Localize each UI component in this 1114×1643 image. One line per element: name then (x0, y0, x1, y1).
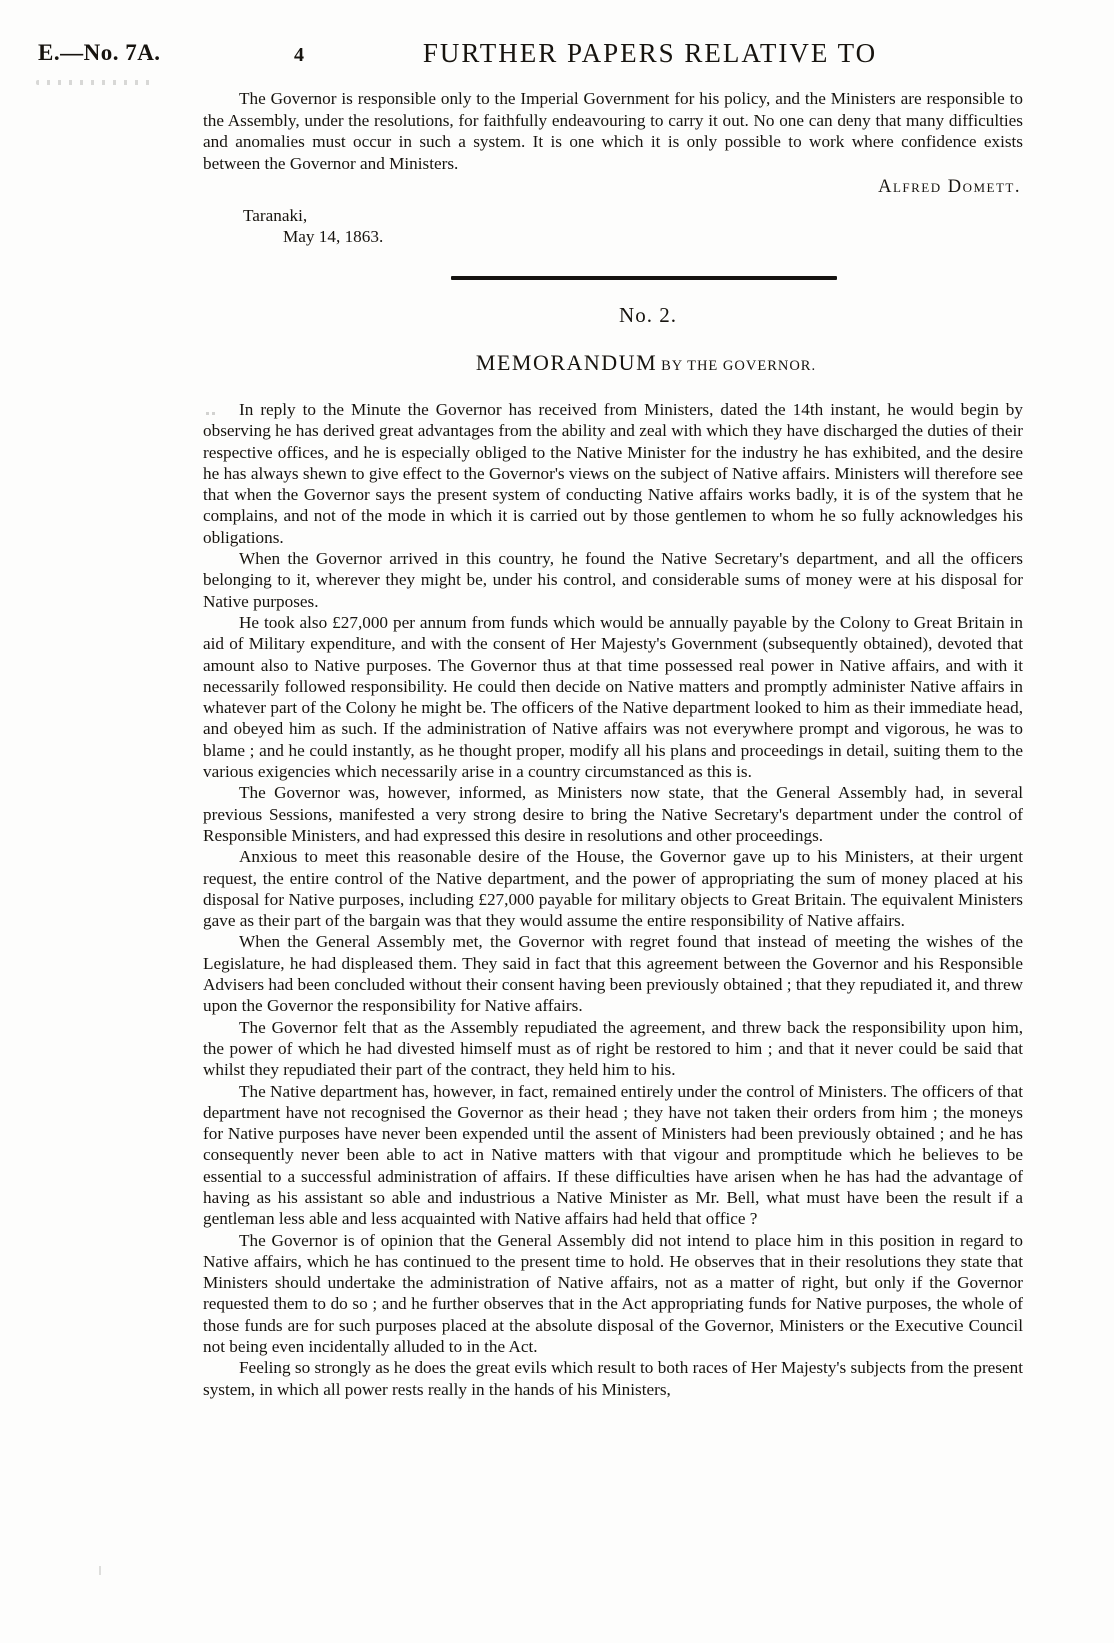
letter-closing-block (203, 88, 1023, 248)
letter-paragraph: The Governor is responsible only to the Imperial Government for his policy, and the Ministers are responsible to the Assembly, under the resolutions, for faithfully endeavouring to carry it out. No one can deny that many difficulties and anomalies must occur in such a system. It is one which it is only possible to work where confidence exists between the Governor and Ministers. (203, 89, 1023, 173)
section-divider-rule (451, 276, 837, 280)
memo-paragraph: In reply to the Minute the Governor has received from Ministers, dated the 14th instant, he would begin by observing he has derived great advantages from the ability and zeal with which they have discharged the duties of their respective offices, and he is especially obliged to the Native Minister for the industry he has exhibited, and the desire he has always shewn to give effect to the Governor's views on the subject of Native affairs. Ministers will therefore see that when the Governor says the present system of conducting Native affairs works badly, it is of the system that he complains, and not of the mode in which it is carried out by those gentlemen to whom he so fully acknowledges his obligations. (203, 400, 1023, 547)
letter-date: May 14, 1863. (283, 227, 384, 246)
section-title-subtitle: BY THE GOVERNOR. (661, 358, 817, 374)
section-number: No. 2. (619, 303, 677, 327)
memo-paragraph: When the General Assembly met, the Governor with regret found that instead of meeting the wishes of the Legislature, he had displeased them. They said in fact that this agreement between the Governor and his Responsible Advisers had been concluded without their consent having been previously obtained ; that they repudiated it, and threw upon the Governor the responsibility for Native affairs. (203, 932, 1023, 1016)
letter-place: Taranaki, (243, 205, 308, 225)
memorandum-body (203, 399, 1023, 1629)
memo-paragraph: The Governor is of opinion that the General Assembly did not intend to place him in this position in regard to Native affairs, which he has continued to the present time to hold. He observes that in their resolutions they state that Ministers should undertake the administration of Native affairs, not as a matter of right, but only if the Governor requested them to do so ; and he further observes that in the Act appropriating funds for Native purposes, the whole of those funds are for such purposes placed at the absolute disposal of the Governor, Ministers or the Executive Council not being even incidentally alluded to in the Act. (203, 1230, 1023, 1357)
scan-speck (99, 1566, 101, 1575)
memo-paragraph: Feeling so strongly as he does the great evils which result to both races of Her Majesty's subjects from the present system, in which all power rests really in the hands of his Ministers, (203, 1358, 1023, 1399)
section-title-main: MEMORANDUM (475, 350, 658, 375)
scan-smudge (36, 80, 156, 85)
running-title: FURTHER PAPERS RELATIVE TO (422, 38, 878, 68)
document-reference: E.—No. 7A. (38, 40, 161, 65)
page-number: 4 (294, 44, 304, 66)
memo-paragraph: He took also £27,000 per annum from funds which would be annually payable by the Colony to Great Britain in aid of Military expenditure, and with the consent of Her Majesty's Government (subsequently obtained), devoted that amount also to Native purposes. The Governor thus at that time possessed real power in Native affairs, and with it necessarily followed responsibility. He could then decide on Native matters and promptly administer Native affairs in whatever part of the Colony he might be. The officers of the Native department looked to him as their immediate head, and obeyed him as such. If the administration of Native affairs was not everywhere prompt and vigorous, he was to blame ; and he could instantly, as he thought proper, modify all his plans and proceedings in detail, suiting them to the various exigencies which necessarily arise in a country circumstanced as this is. (203, 612, 1023, 782)
memo-paragraph: When the Governor arrived in this country, he found the Native Secretary's department, and all the officers belonging to it, wherever they might be, under his control, and considerable sums of money were at his disposal for Native purposes. (203, 549, 1023, 611)
memo-paragraph: The Governor felt that as the Assembly repudiated the agreement, and threw back the responsibility upon him, the power of which he had divested himself must as of right be restored to him ; and that it never could be said that whilst they repudiated their part of the contract, they held him to his. (203, 1017, 1023, 1080)
memo-paragraph: The Native department has, however, in fact, remained entirely under the control of Ministers. The officers of that department have not recognised the Governor as their head ; they have not taken their orders from him ; the moneys for Native purposes have never been expended until the assent of Ministers had been previously obtained ; and he has consequently never been able to act in Native matters with that vigour and promptitude which he believes to be essential to a successful administration of affairs. If these difficulties have arisen when he has had the advantage of having as his assistant so able and industrious a Native Minister as Mr. Bell, what must have been the result if a gentleman less able and less acquainted with Native affairs had held that office ? (203, 1081, 1023, 1229)
section-title (476, 350, 816, 376)
memo-paragraph: Anxious to meet this reasonable desire of the House, the Governor gave up to his Ministers, at their urgent request, the entire control of the Native department, and the power of appropriating the sum of money placed at his disposal for Native purposes, including £27,000 payable for military objects to Great Britain. The equivalent Ministers gave as their part of the bargain was that they would assume the entire responsibility of Native affairs. (203, 847, 1023, 931)
memo-paragraph: The Governor was, however, informed, as Ministers now state, that the General Assembly had, in several previous Sessions, manifested a very strong desire to bring the Native Secretary's department under the control of Responsible Ministers, and had expressed this desire in resolutions and other proceedings. (203, 783, 1023, 845)
signature: Alfred Domett. (878, 177, 1021, 197)
